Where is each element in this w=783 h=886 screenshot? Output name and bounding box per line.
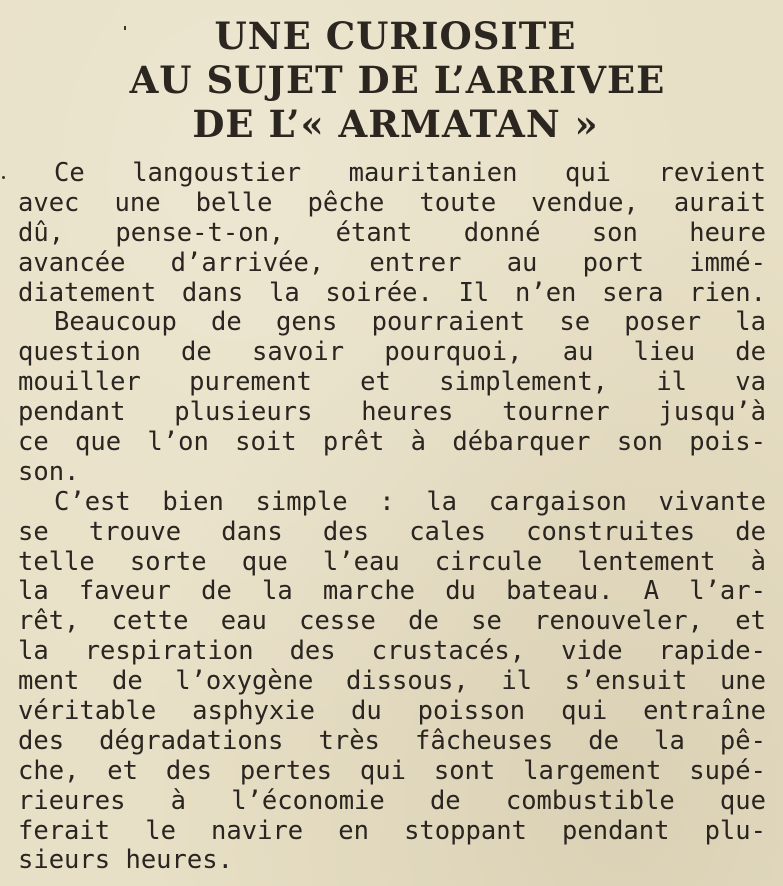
article-line: des dégradations très fâcheuses de la pê- (18, 726, 766, 756)
article-line: Beaucoup de gens pourraient se poser la (54, 308, 766, 338)
article-line: la respiration des crustacés, vide rapide- (18, 637, 766, 667)
headline-line-2: AU SUJET DE L’ARRIVEE (129, 58, 666, 102)
article-line: la faveur de la marche du bateau. A l’ar- (18, 577, 766, 607)
article-line: Ce langoustier mauritanien qui revient (54, 159, 766, 188)
ink-speck (2, 176, 5, 179)
article-line: véritable asphyxie du poisson qui entraîne (18, 697, 766, 727)
article-line: avec une belle pêche toute vendue, aurait (18, 188, 766, 218)
article-line: diatement dans la soirée. Il n’en sera rien. (18, 278, 766, 308)
article-line: question de savoir pourquoi, au lieu de (18, 338, 766, 368)
article-line: telle sorte que l’eau circule lentement à (18, 547, 766, 577)
article-line: sieurs heures. (18, 846, 233, 876)
headline-line-3: DE L’« ARMATAN » (192, 102, 599, 146)
article-line: son. (18, 457, 80, 487)
headline-line-1: UNE CURIOSITE (214, 14, 577, 58)
article-line: se trouve dans des cales construites de (18, 517, 766, 547)
article-line: pendant plusieurs heures tourner jusqu’à (18, 398, 766, 428)
article-line: C’est bien simple : la cargaison vivante (54, 487, 766, 517)
article-line: rêt, cette eau cesse de se renouveler, et (18, 607, 766, 637)
article-line: ce que l’on soit prêt à débarquer son pois- (18, 428, 766, 458)
article-line: dû, pense-t-on, étant donné son heure (18, 218, 766, 248)
article-line: rieures à l’économie de combustible que (18, 786, 766, 816)
article-line: che, et des pertes qui sont largement supé- (18, 756, 766, 786)
article-body (18, 159, 766, 876)
article-line: mouiller purement et simplement, il va (18, 368, 766, 398)
article-line: ferait le navire en stoppant pendant plu- (18, 816, 766, 846)
article-line: avancée d’arrivée, entrer au port immé- (18, 248, 766, 278)
article-line: ment de l’oxygène dissous, il s’ensuit une (18, 667, 766, 697)
